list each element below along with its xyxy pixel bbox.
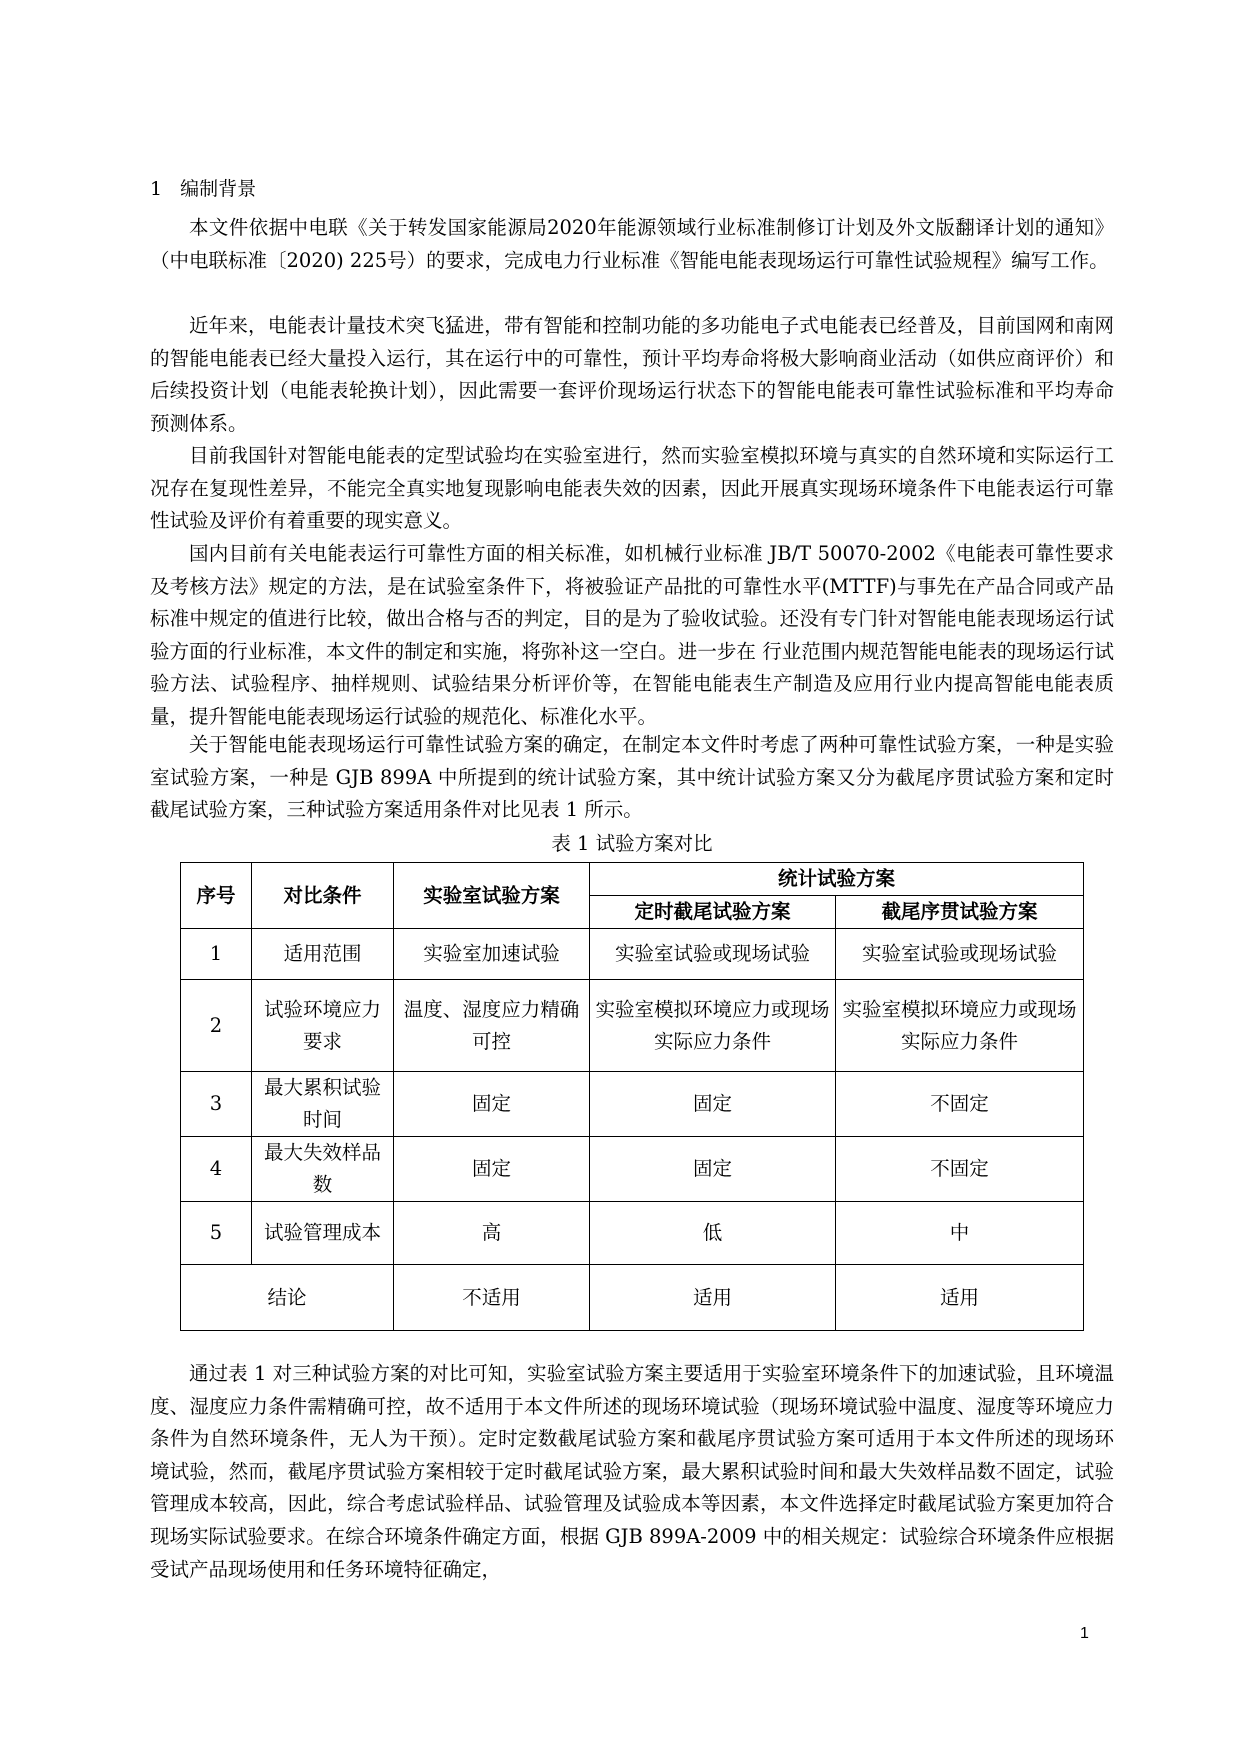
table-row [181,1137,1084,1202]
cell-lab: 温度、湿度应力精确可控 [394,980,590,1072]
table-row [181,929,1084,980]
cell-sequential: 实验室试验或现场试验 [836,929,1084,980]
header-stat-group: 统计试验方案 [590,863,1084,896]
paragraph-3: 目前我国针对智能电能表的定型试验均在实验室进行，然而实验室模拟环境与真实的自然环境和实际运行工况存在复现性差异，不能完全真实地复现影响电能表失效的因素，因此开展真实现场环境条件下电能表运行可靠性试验及评价有着重要的现实意义。 [150,444,1114,533]
cell-lab: 高 [394,1202,590,1265]
cell-lab: 实验室加速试验 [394,929,590,980]
paragraph-2: 近年来，电能表计量技术突飞猛进，带有智能和控制功能的多功能电子式电能表已经普及，目前国网和南网的智能电能表已经大量投入运行，其在运行中的可靠性，预计平均寿命将极大影响商业活动（如供应商评价）和后续投资计划（电能表轮换计划），因此需要一套评价现场运行状态下的智能电能表可靠性试验标准和平均寿命预测体系。 [150,314,1114,435]
header-seq: 序号 [181,863,252,929]
cell-condition: 适用范围 [252,929,394,980]
cell-seq: 3 [181,1072,252,1137]
cell-sequential: 不固定 [836,1072,1084,1137]
closing-paragraph: 通过表 1 对三种试验方案的对比可知，实验室试验方案主要适用于实验室环境条件下的加速试验，且环境温度、湿度应力条件需精确可控，故不适用于本文件所述的现场环境试验（现场环境试验中温度、湿度等环境应力条件为自然环境条件，无人为干预）。定时定数截尾试验方案和截尾序贯试验方案可适用于本文件所述的现场环境试验，然而，截尾序贯试验方案相较于定时截尾试验方案，最大累积试验时间和最大失效样品数不固定，试验管理成本较高，因此，综合考虑试验样品、试验管理及试验成本等因素，本文件选择定时截尾试验方案更加符合现场实际试验要求。在综合环境条件确定方面，根据 GJB 899A-2009 中的相关规定：试验综合环境条件应根据受试产品现场使用和任务环境特征确定， [150,1362,1114,1581]
cell-timed: 实验室试验或现场试验 [590,929,836,980]
cell-lab: 固定 [394,1072,590,1137]
comparison-table [180,862,1084,1331]
header-lab: 实验室试验方案 [394,863,590,929]
cell-lab: 固定 [394,1137,590,1202]
table-row [181,1072,1084,1137]
cell-condition: 试验管理成本 [252,1202,394,1265]
header-condition: 对比条件 [252,863,394,929]
cell-timed: 固定 [590,1072,836,1137]
cell-conclusion-label: 结论 [181,1265,394,1331]
header-sequential: 截尾序贯试验方案 [836,896,1084,929]
paragraph-1: 本文件依据中电联《关于转发国家能源局2020年能源领域行业标准制修订计划及外文版翻译计划的通知》（中电联标准〔2020) 225号）的要求，完成电力行业标准《智能电能表现场运行可靠性试验规程》编写工作。 [150,216,1114,272]
section-title: 编制背景 [180,178,257,200]
cell-timed: 实验室模拟环境应力或现场实际应力条件 [590,980,836,1072]
cell-condition: 最大累积试验时间 [252,1072,394,1137]
table-conclusion-row [181,1265,1084,1331]
cell-sequential: 不固定 [836,1137,1084,1202]
cell-timed: 固定 [590,1137,836,1202]
cell-conclusion-timed: 适用 [590,1265,836,1331]
table-row [181,1202,1084,1265]
section-number: 1 [150,178,163,200]
section-heading [150,174,256,204]
paragraph-5: 关于智能电能表现场运行可靠性试验方案的确定，在制定本文件时考虑了两种可靠性试验方案，一种是实验室试验方案，一种是 GJB 899A 中所提到的统计试验方案，其中统计试验方案又分为截尾序贯试验方案和定时截尾试验方案，三种试验方案适用条件对比见表 1 所示。 [150,733,1114,822]
cell-seq: 1 [181,929,252,980]
cell-condition: 最大失效样品数 [252,1137,394,1202]
table-caption: 表 1 试验方案对比 [551,832,713,855]
cell-sequential: 中 [836,1202,1084,1265]
cell-conclusion-sequential: 适用 [836,1265,1084,1331]
cell-condition: 试验环境应力要求 [252,980,394,1072]
cell-conclusion-lab: 不适用 [394,1265,590,1331]
header-timed: 定时截尾试验方案 [590,896,836,929]
cell-seq: 4 [181,1137,252,1202]
paragraph-4: 国内目前有关电能表运行可靠性方面的相关标准，如机械行业标准 JB/T 50070-2002《电能表可靠性要求及考核方法》规定的方法，是在试验室条件下，将被验证产品批的可靠性水平(MTTF)与事先在产品合同或产品标准中规定的值进行比较，做出合格与否的判定，目的是为了验收试验。还没有专门针对智能电能表现场运行试验方面的行业标准，本文件的制定和实施，将弥补这一空白。进一步在 行业范围内规范智能电能表的现场运行试验方法、试验程序、抽样规则、试验结果分析评价等，在智能电能表生产制造及应用行业内提高智能电能表质量，提升智能电能表现场运行试验的规范化、标准化水平。 [150,542,1114,728]
page-number: 1 [1080,1625,1089,1642]
cell-timed: 低 [590,1202,836,1265]
cell-sequential: 实验室模拟环境应力或现场实际应力条件 [836,980,1084,1072]
cell-seq: 5 [181,1202,252,1265]
cell-seq: 2 [181,980,252,1072]
table-row [181,980,1084,1072]
table-header-row [181,863,1084,896]
